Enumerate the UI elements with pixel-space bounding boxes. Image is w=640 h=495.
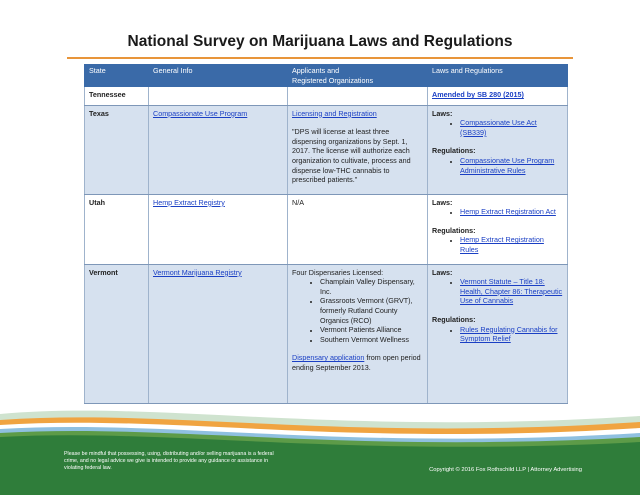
cell-general-texas xyxy=(149,105,288,194)
header-applicants-line2: Registered Organizations xyxy=(292,75,374,85)
table-row-utah xyxy=(85,194,568,264)
list-item: • Southern Vermont Wellness xyxy=(320,335,423,345)
page-title: National Survey on Marijuana Laws and Regulations xyxy=(127,33,513,50)
list-item xyxy=(460,207,563,217)
header-state: State xyxy=(85,64,149,87)
laws-list xyxy=(432,207,563,217)
header-laws: Laws and Regulations xyxy=(428,64,568,87)
footer-disclaimer: Please be mindful that possessing, using, distributing and/or selling marijuana is a federal crime, and no legal advice we give is intended to provide any guidance or assistance in violating federal law. xyxy=(64,451,274,471)
link-compassionate-use-rules[interactable]: Compassionate Use Program Administrative Rules xyxy=(460,156,555,175)
state-vermont: Vermont xyxy=(85,264,149,403)
regulations-list xyxy=(432,156,563,175)
table-header-row xyxy=(85,64,568,87)
link-hemp-extract-registration-rules[interactable]: Hemp Extract Registration Rules xyxy=(460,235,544,255)
link-compassionate-use-program[interactable]: Compassionate Use Program xyxy=(153,108,248,118)
link-licensing-registration[interactable]: Licensing and Registration xyxy=(292,108,377,118)
regulations-list xyxy=(432,235,563,254)
link-hemp-extract-registry[interactable]: Hemp Extract Registry xyxy=(153,197,225,207)
laws-list xyxy=(432,277,563,306)
state-texas: Texas xyxy=(85,105,149,194)
link-vermont-statute[interactable]: Vermont Statute – Title 18: Health, Chapter 86: Therapeutic Use of Cannabis xyxy=(460,277,563,306)
laws-label: Laws: xyxy=(432,108,453,118)
cell-applicants-utah: N/A xyxy=(288,194,428,264)
dispensaries-intro: Four Dispensaries Licensed: xyxy=(292,267,384,277)
link-hemp-extract-registration-act[interactable]: Hemp Extract Registration Act xyxy=(460,207,556,217)
regulations-label: Regulations: xyxy=(432,146,476,156)
cell-applicants-texas xyxy=(288,105,428,194)
cell-laws-texas xyxy=(428,105,568,194)
link-dispensary-application[interactable]: Dispensary application xyxy=(292,353,365,363)
cell-laws-vermont xyxy=(428,264,568,403)
laws-label: Laws: xyxy=(432,197,453,207)
list-item xyxy=(460,156,563,175)
header-applicants-line1: Applicants and xyxy=(292,66,340,75)
regulations-list xyxy=(432,325,563,344)
dispensary-application-note xyxy=(292,353,423,372)
footer-copyright: Copyright © 2016 Fox Rothschild LLP | Attorney Advertising xyxy=(429,467,582,473)
survey-table xyxy=(84,64,568,404)
list-item: • Grassroots Vermont (GRVT), formerly Rutland County Organics (RCO) xyxy=(320,296,423,325)
title-divider xyxy=(67,57,573,59)
state-tennessee: Tennessee xyxy=(85,87,149,105)
cell-applicants-tennessee xyxy=(288,87,428,105)
cell-general-vermont xyxy=(149,264,288,403)
regulations-label: Regulations: xyxy=(432,315,476,325)
state-utah: Utah xyxy=(85,194,149,264)
header-applicants xyxy=(288,64,428,87)
list-item: • Champlain Valley Dispensary, Inc. xyxy=(320,277,423,296)
dispensaries-list xyxy=(292,277,423,344)
list-item xyxy=(460,118,563,137)
cell-laws-utah xyxy=(428,194,568,264)
list-item xyxy=(460,235,563,254)
application-text: from open period ending September 2013. xyxy=(292,353,421,373)
list-item xyxy=(460,325,563,344)
link-rules-regulating-cannabis[interactable]: Rules Regulating Cannabis for Symptom Relief xyxy=(460,324,558,344)
link-sb280[interactable]: Amended by SB 280 (2015) xyxy=(432,90,524,100)
list-item: • Vermont Patients Alliance xyxy=(320,325,423,335)
table-row-texas xyxy=(85,105,568,194)
laws-list xyxy=(432,118,563,137)
cell-applicants-vermont xyxy=(288,264,428,403)
cell-general-tennessee xyxy=(149,87,288,105)
footer-wave-decoration xyxy=(0,392,640,495)
list-item xyxy=(460,277,563,306)
table-row-vermont xyxy=(85,264,568,403)
regulations-label: Regulations: xyxy=(432,225,476,235)
dps-quote: "DPS will license at least three dispensing organizations by Sept. 1, 2017. The license will authorize each organization to cultivate, process and dispense low-THC cannabis to prescribed patients." xyxy=(292,127,411,185)
cell-general-utah xyxy=(149,194,288,264)
table-row-tennessee xyxy=(85,87,568,105)
cell-laws-tennessee xyxy=(428,87,568,105)
link-vermont-marijuana-registry[interactable]: Vermont Marijuana Registry xyxy=(153,267,242,277)
header-general-info: General Info xyxy=(149,64,288,87)
link-compassionate-use-act[interactable]: Compassionate Use Act (SB339) xyxy=(460,118,537,137)
laws-label: Laws: xyxy=(432,267,453,277)
